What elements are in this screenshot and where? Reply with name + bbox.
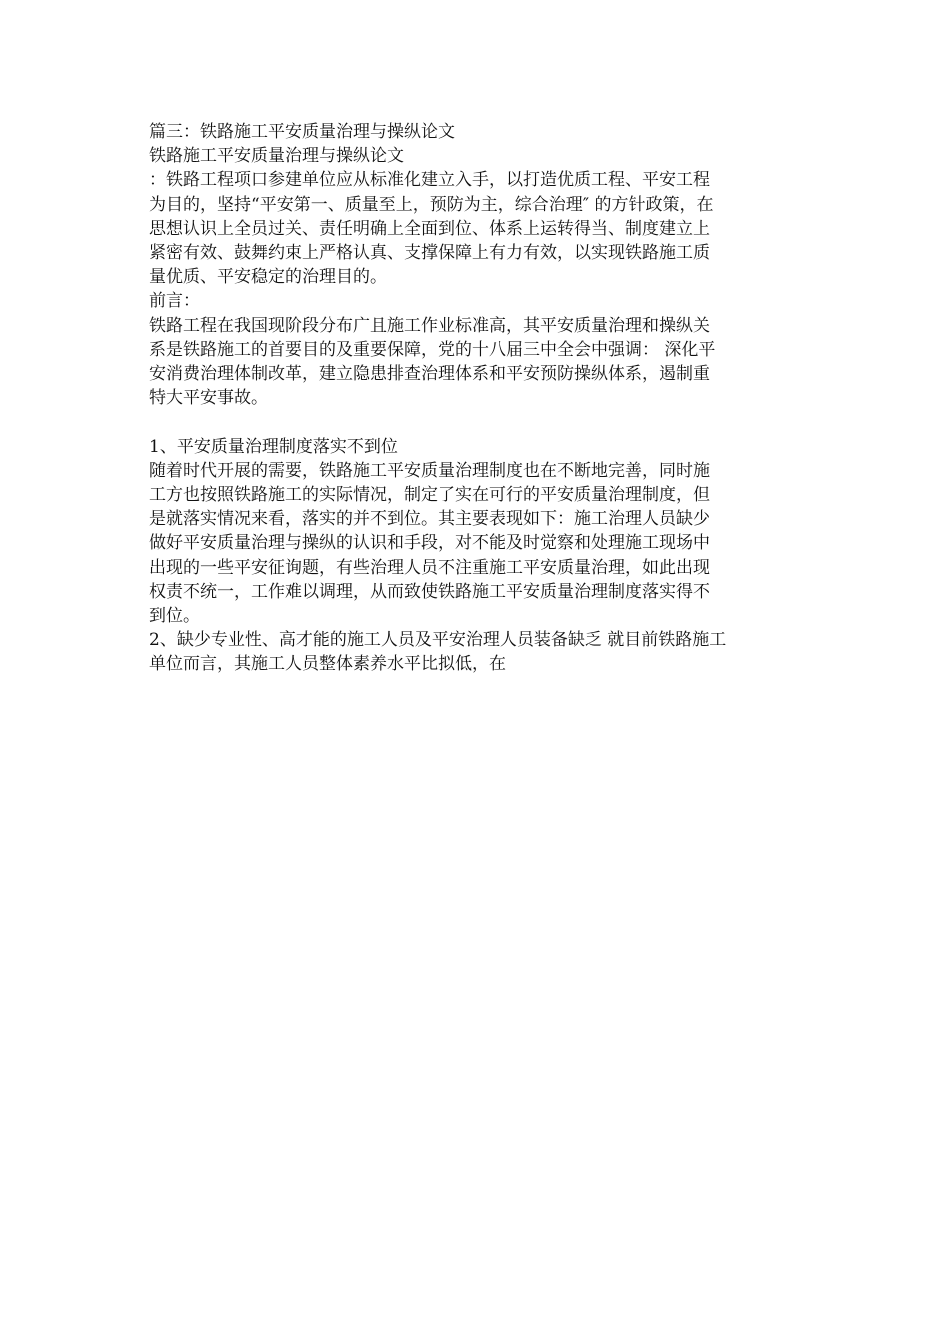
abstract-line: 为目的，坚持“平安第一、质量至上，预防为主，综合治理″ 的方针政策，在 [149,194,714,215]
section1-line: 出现的一些平安征询题，有些治理人员不注重施工平安质量治理，如此出现 [149,557,710,578]
section2-line: 单位而言，其施工人员整体素养水平比拟低，在 [149,654,506,675]
preface-line: 特大平安事故。 [149,388,268,409]
document-title: 篇三：铁路施工平安质量治理与操纵论文 [149,122,455,142]
section1-heading: 1、平安质量治理制度落实不到位 [149,436,398,457]
preface-heading: 前言： [149,291,200,312]
preface-line: 安消费治理体制改革，建立隐患排查治理体系和平安预防操纵体系，遏制重 [149,364,710,385]
section1-line: 到位。 [149,606,200,627]
preface-line: 系是铁路施工的首要目的及重要保障，党的十八届三中全会中强调： 深化平 [149,339,716,360]
abstract-line: ：铁路工程项口参建单位应从标准化建立入手，以打造优质工程、平安工程 [149,170,710,191]
abstract-line: 量优质、平安稳定的治理目的。 [149,267,387,288]
document-subtitle: 铁路施工平安质量治理与操纵论文 [149,146,404,167]
abstract-line: 紧密有效、鼓舞约束上严格认真、支撑保障上有力有效，以实现铁路施工质 [149,243,710,264]
section1-line: 工方也按照铁路施工的实际情况，制定了实在可行的平安质量治理制度，但 [149,485,710,506]
section2-line: 2、缺少专业性、高才能的施工人员及平安治理人员装备缺乏 就目前铁路施工 [149,630,727,651]
abstract-line: 思想认识上全员过关、责任明确上全面到位、体系上运转得当、制度建立上 [149,218,710,239]
section1-line: 随着时代开展的需要，铁路施工平安质量治理制度也在不断地完善，同时施 [149,460,710,481]
section1-line: 权责不统一，工作难以调理，从而致使铁路施工平安质量治理制度落实得不 [149,581,710,602]
preface-line: 铁路工程在我国现阶段分布广且施工作业标准高，其平安质量治理和操纵关 [149,315,710,336]
blank-line [149,410,809,434]
section1-line: 做好平安质量治理与操纵的认识和手段，对不能及时觉察和处理施工现场中 [149,533,710,554]
document-page [149,120,809,677]
section1-line: 是就落实情况来看，落实的并不到位。其主要表现如下：施工治理人员缺少 [149,509,710,530]
